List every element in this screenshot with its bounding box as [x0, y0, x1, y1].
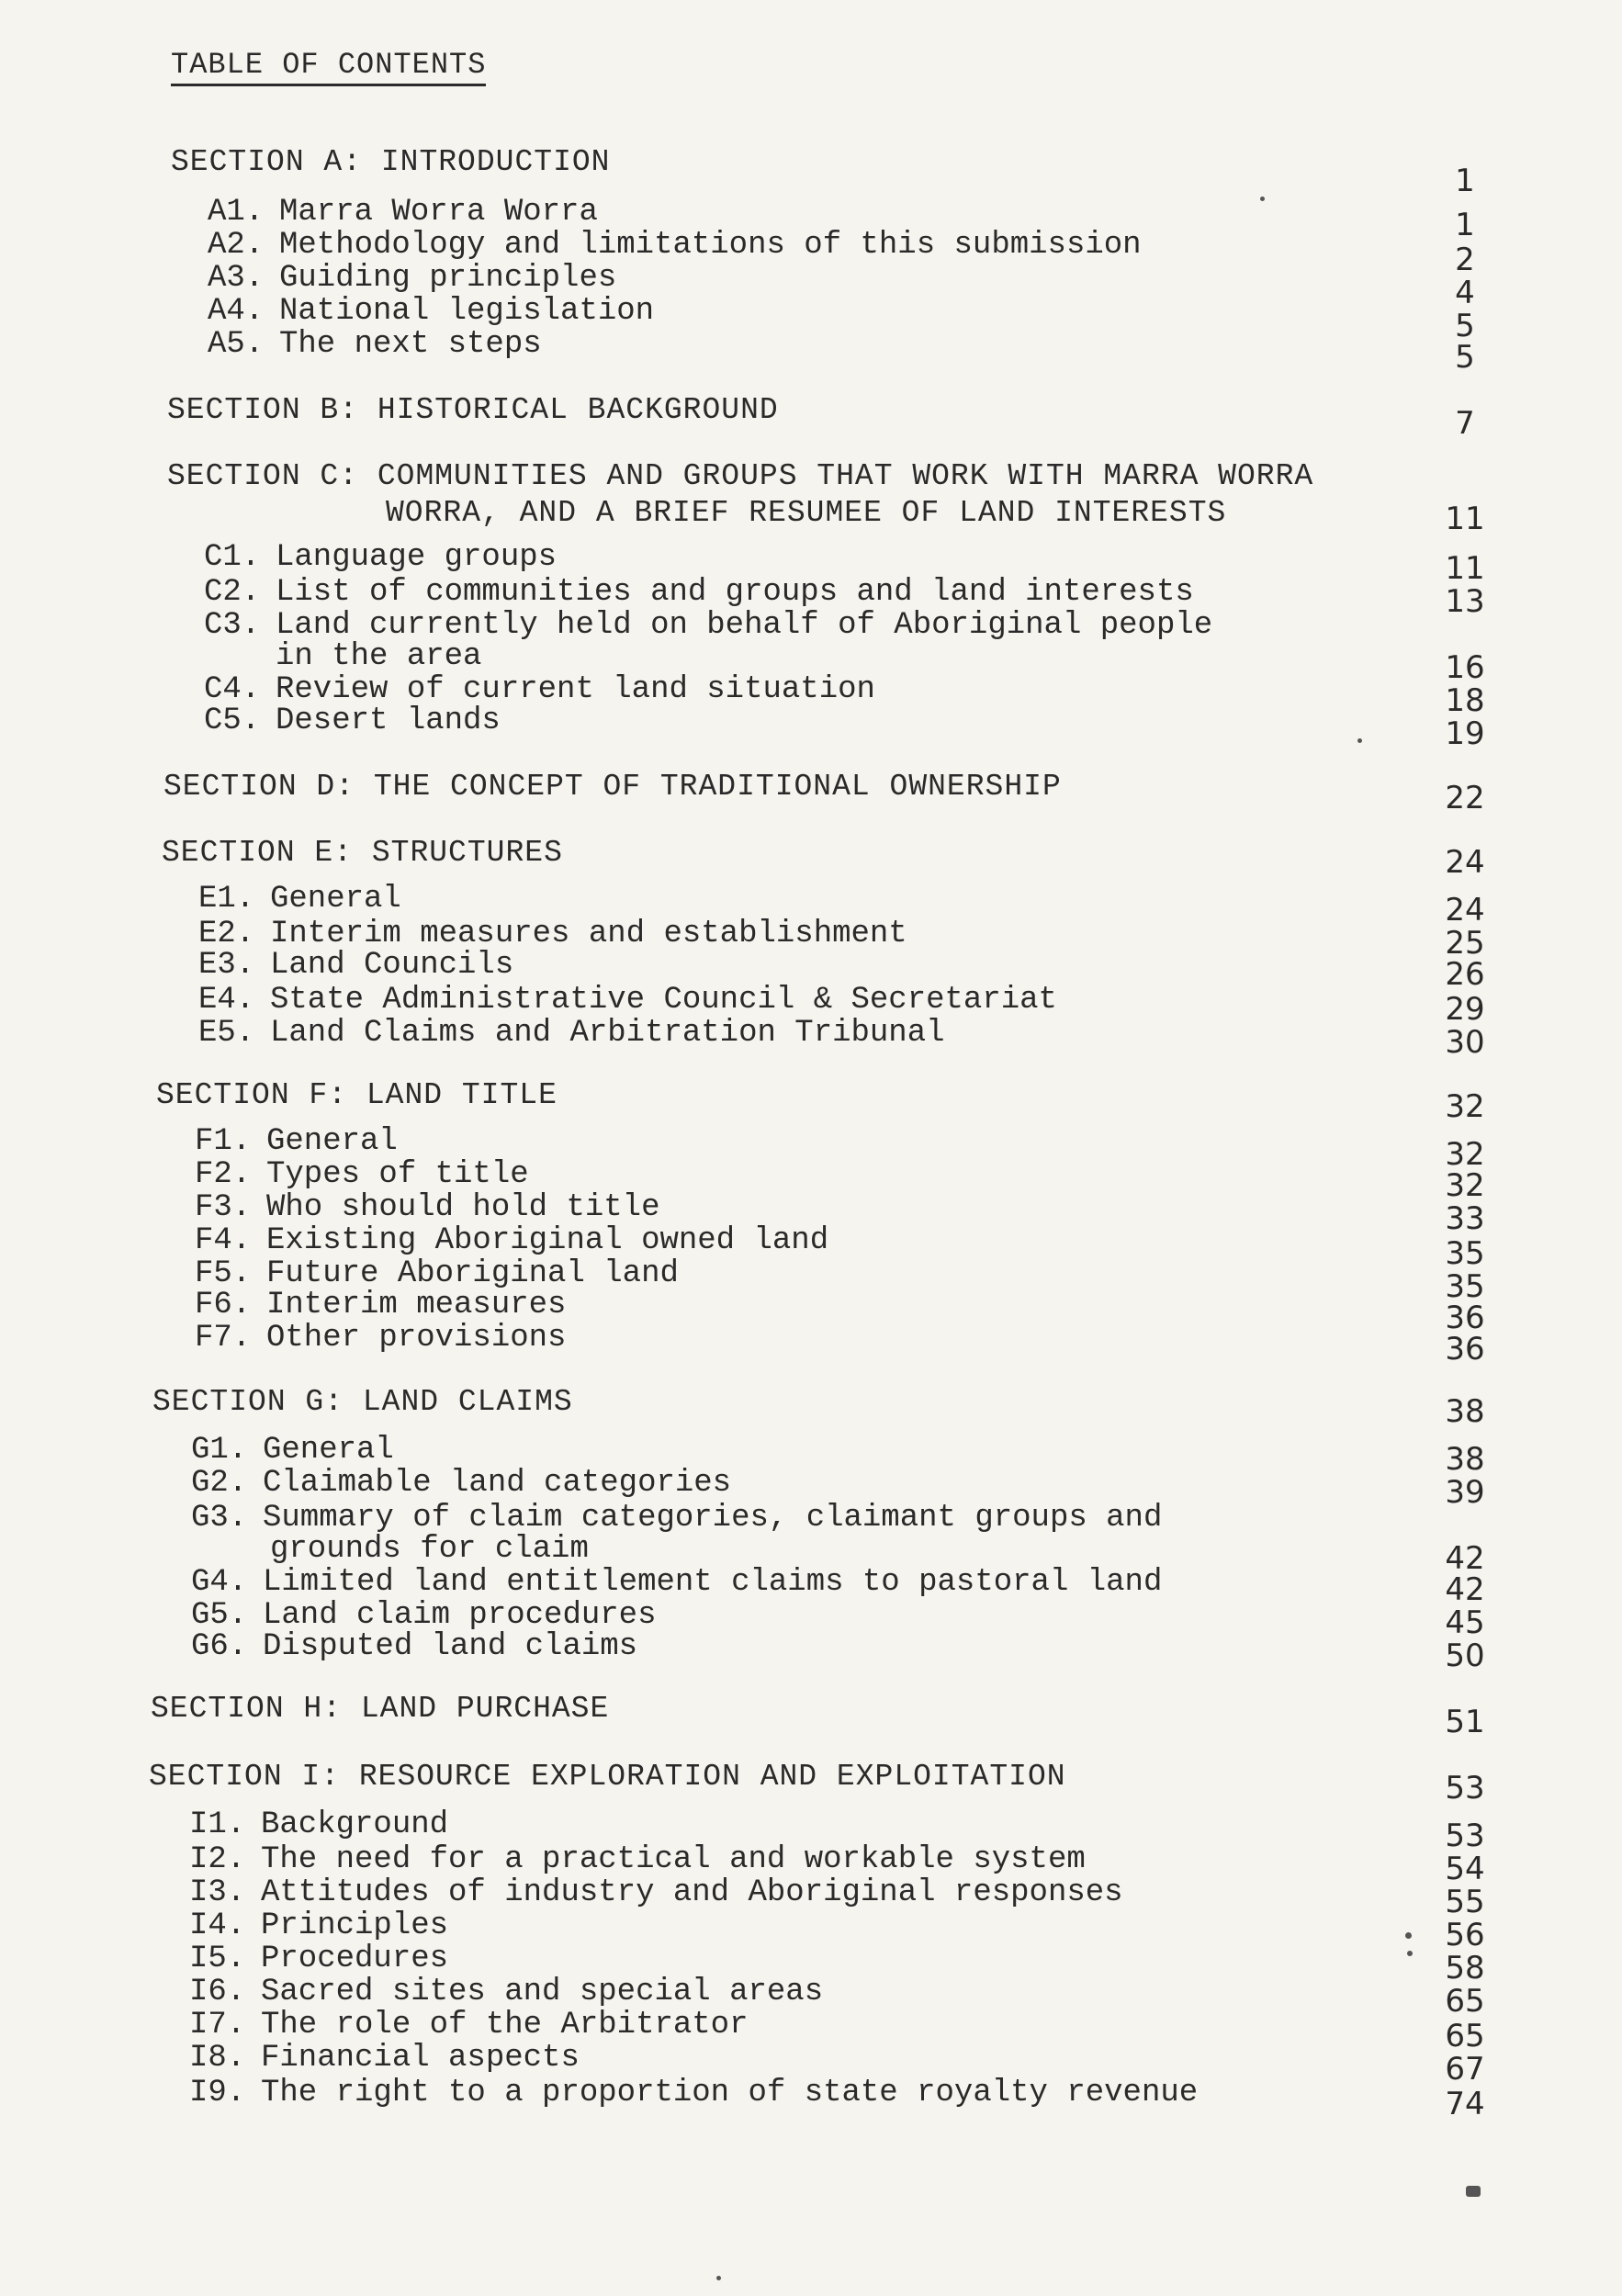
- item-page: 32: [1445, 1167, 1485, 1204]
- toc-item: [198, 917, 907, 951]
- toc-item: [195, 1157, 529, 1192]
- toc-item: [191, 1565, 1162, 1600]
- item-text: Interim measures: [266, 1288, 567, 1322]
- toc-item: [204, 608, 1212, 643]
- toc-item: [189, 1875, 1123, 1910]
- item-page: 33: [1445, 1200, 1485, 1237]
- item-code: F5.: [195, 1256, 252, 1291]
- item-code: F7.: [195, 1321, 252, 1356]
- item-page: 39: [1445, 1474, 1485, 1511]
- item-text: List of communities and groups and land interests: [276, 575, 1194, 610]
- item-code: C1.: [204, 540, 261, 575]
- section-f-heading: SECTION F: LAND TITLE: [156, 1078, 558, 1112]
- item-text: The need for a practical and workable system: [261, 1842, 1086, 1877]
- item-page: 26: [1445, 956, 1485, 993]
- item-code: E5.: [198, 1016, 255, 1051]
- toc-item: [208, 294, 654, 329]
- page-title: TABLE OF CONTENTS: [171, 48, 486, 86]
- item-code: G6.: [191, 1629, 248, 1664]
- item-text: The right to a proportion of state royalty revenue: [261, 2076, 1199, 2110]
- item-code: F4.: [195, 1223, 252, 1258]
- toc-item: [189, 1807, 448, 1842]
- item-page: 18: [1445, 682, 1485, 719]
- toc-item: [189, 2076, 1198, 2110]
- toc-item: [191, 1466, 731, 1501]
- item-code: I6.: [189, 1975, 246, 2009]
- item-text: Claimable land categories: [263, 1466, 732, 1501]
- item-text: Financial aspects: [261, 2041, 580, 2076]
- item-page: 16: [1445, 649, 1485, 686]
- toc-item: [204, 540, 557, 575]
- section-b-page: 7: [1455, 405, 1475, 442]
- item-page: 29: [1445, 991, 1485, 1028]
- item-text-cont: grounds for claim: [270, 1532, 589, 1567]
- toc-item: [191, 1433, 394, 1468]
- item-code: G4.: [191, 1565, 248, 1600]
- item-page: 11: [1445, 550, 1485, 587]
- scan-speck: [1405, 1932, 1412, 1939]
- toc-item: [204, 575, 1194, 610]
- item-code: I5.: [189, 1941, 246, 1976]
- item-code: I4.: [189, 1908, 246, 1943]
- item-code: E4.: [198, 983, 255, 1018]
- item-text: Attitudes of industry and Aboriginal responses: [261, 1875, 1123, 1910]
- item-text: Principles: [261, 1908, 449, 1943]
- section-c-heading-cont: WORRA, AND A BRIEF RESUMEE OF LAND INTERESTS: [386, 496, 1227, 530]
- item-page: 2: [1455, 242, 1475, 278]
- toc-item: [198, 1016, 945, 1051]
- item-text: Procedures: [261, 1941, 449, 1976]
- scan-speck: [1357, 738, 1362, 743]
- item-text: The role of the Arbitrator: [261, 2008, 749, 2043]
- item-code: F3.: [195, 1190, 252, 1225]
- item-code: I2.: [189, 1842, 246, 1877]
- item-text: Language groups: [276, 540, 558, 575]
- item-code: G2.: [191, 1466, 248, 1501]
- item-code: C3.: [204, 608, 261, 643]
- item-page: 50: [1445, 1638, 1485, 1674]
- item-text: Disputed land claims: [263, 1629, 638, 1664]
- item-text: Review of current land situation: [276, 672, 875, 707]
- toc-item: [189, 2041, 580, 2076]
- item-page: 65: [1445, 1983, 1485, 2020]
- item-page: 13: [1445, 583, 1485, 620]
- item-page: 53: [1445, 1818, 1485, 1854]
- item-code: I8.: [189, 2041, 246, 2076]
- toc-item: [189, 2008, 749, 2043]
- item-page: 45: [1445, 1604, 1485, 1641]
- toc-item: [195, 1321, 566, 1356]
- item-page: 65: [1445, 2018, 1485, 2054]
- toc-item: [189, 1842, 1086, 1877]
- item-text: Guiding principles: [279, 261, 617, 296]
- item-page: 58: [1445, 1950, 1485, 1986]
- toc-item: [208, 228, 1142, 263]
- toc-item: [189, 1908, 448, 1943]
- toc-item: [195, 1124, 398, 1159]
- item-page: 56: [1445, 1917, 1485, 1953]
- section-d-heading: SECTION D: THE CONCEPT OF TRADITIONAL OWNERSHIP: [163, 770, 1062, 804]
- item-code: A4.: [208, 294, 265, 329]
- item-text: Existing Aboriginal owned land: [266, 1223, 829, 1258]
- item-text: The next steps: [279, 327, 542, 362]
- item-code: I9.: [189, 2076, 246, 2110]
- toc-item: [195, 1256, 679, 1291]
- section-d-page: 22: [1445, 780, 1485, 816]
- item-page: 38: [1445, 1441, 1485, 1478]
- toc-item: [208, 195, 598, 230]
- toc-item: [191, 1598, 656, 1633]
- item-code: G3.: [191, 1501, 248, 1536]
- item-page: 5: [1455, 308, 1475, 344]
- section-c-heading: SECTION C: COMMUNITIES AND GROUPS THAT WORK WITH MARRA WORRA: [167, 459, 1314, 493]
- toc-item: [195, 1190, 659, 1225]
- item-text: Background: [261, 1807, 449, 1842]
- toc-item: [195, 1223, 828, 1258]
- item-page: 36: [1445, 1300, 1485, 1336]
- toc-item: [204, 703, 501, 738]
- section-e-page: 24: [1445, 844, 1485, 881]
- section-f-page: 32: [1445, 1088, 1485, 1125]
- toc-item: [208, 327, 542, 362]
- item-text: General: [270, 882, 401, 917]
- item-text: State Administrative Council & Secretariat: [270, 983, 1057, 1018]
- item-code: I7.: [189, 2008, 246, 2043]
- item-text: Methodology and limitations of this submission: [279, 228, 1142, 263]
- item-code: G5.: [191, 1598, 248, 1633]
- item-text: Marra Worra Worra: [279, 195, 598, 230]
- item-text: Land Councils: [270, 948, 514, 983]
- section-a-page: 1: [1455, 163, 1475, 199]
- item-text: Limited land entitlement claims to pastoral land: [263, 1565, 1163, 1600]
- item-page: 5: [1455, 339, 1475, 376]
- item-code: A5.: [208, 327, 265, 362]
- item-page: 35: [1445, 1235, 1485, 1272]
- section-e-heading: SECTION E: STRUCTURES: [162, 836, 563, 870]
- item-text: Types of title: [266, 1157, 529, 1192]
- item-code: E1.: [198, 882, 255, 917]
- item-code: F6.: [195, 1288, 252, 1322]
- section-i-heading: SECTION I: RESOURCE EXPLORATION AND EXPLOITATION: [149, 1760, 1066, 1794]
- item-page: 55: [1445, 1884, 1485, 1920]
- item-page: 32: [1445, 1136, 1485, 1173]
- item-page: 42: [1445, 1540, 1485, 1577]
- toc-item: [191, 1501, 1162, 1536]
- item-text: General: [266, 1124, 398, 1159]
- item-code: A2.: [208, 228, 265, 263]
- scan-speck: [716, 2276, 721, 2280]
- item-code: C2.: [204, 575, 261, 610]
- item-page: 25: [1445, 925, 1485, 962]
- item-text: Land Claims and Arbitration Tribunal: [270, 1016, 945, 1051]
- item-page: 19: [1445, 715, 1485, 752]
- toc-item: [191, 1629, 637, 1664]
- toc-item: [208, 261, 616, 296]
- toc-item: [198, 882, 401, 917]
- section-i-page: 53: [1445, 1770, 1485, 1806]
- scan-smudge: [1466, 2186, 1481, 2197]
- item-text: National legislation: [279, 294, 655, 329]
- item-page: 35: [1445, 1268, 1485, 1305]
- item-code: A3.: [208, 261, 265, 296]
- toc-item: [189, 1941, 448, 1976]
- item-text-cont: in the area: [276, 639, 482, 674]
- item-code: E2.: [198, 917, 255, 951]
- toc-item: [198, 948, 513, 983]
- item-text: Future Aboriginal land: [266, 1256, 679, 1291]
- toc-item: [204, 672, 875, 707]
- item-text: Summary of claim categories, claimant groups and: [263, 1501, 1163, 1536]
- scan-speck: [1407, 1951, 1413, 1956]
- item-page: 67: [1445, 2051, 1485, 2088]
- item-code: F1.: [195, 1124, 252, 1159]
- section-a-heading: SECTION A: INTRODUCTION: [171, 145, 611, 179]
- item-code: I1.: [189, 1807, 246, 1842]
- item-text: Desert lands: [276, 703, 501, 738]
- toc-item: [198, 983, 1057, 1018]
- section-c-page: 11: [1445, 501, 1485, 537]
- item-page: 24: [1445, 892, 1485, 929]
- item-code: G1.: [191, 1433, 248, 1468]
- section-h-heading: SECTION H: LAND PURCHASE: [151, 1692, 610, 1726]
- item-text: Who should hold title: [266, 1190, 660, 1225]
- item-page: 42: [1445, 1571, 1485, 1608]
- scan-speck: [1260, 197, 1265, 201]
- item-code: I3.: [189, 1875, 246, 1910]
- item-page: 36: [1445, 1331, 1485, 1367]
- item-text: Interim measures and establishment: [270, 917, 907, 951]
- section-g-heading: SECTION G: LAND CLAIMS: [152, 1385, 573, 1419]
- item-text: Land currently held on behalf of Aboriginal people: [276, 608, 1213, 643]
- item-code: F2.: [195, 1157, 252, 1192]
- item-code: E3.: [198, 948, 255, 983]
- item-text: Other provisions: [266, 1321, 567, 1356]
- section-g-page: 38: [1445, 1393, 1485, 1430]
- item-page: 4: [1455, 275, 1475, 311]
- item-text: Sacred sites and special areas: [261, 1975, 824, 2009]
- toc-item: [195, 1288, 566, 1322]
- section-h-page: 51: [1445, 1704, 1485, 1740]
- item-code: C5.: [204, 703, 261, 738]
- section-b-heading: SECTION B: HISTORICAL BACKGROUND: [167, 393, 779, 427]
- item-text: General: [263, 1433, 394, 1468]
- item-page: 74: [1445, 2086, 1485, 2122]
- toc-item: [189, 1975, 823, 2009]
- item-page: 30: [1445, 1024, 1485, 1061]
- item-code: A1.: [208, 195, 265, 230]
- item-page: 54: [1445, 1851, 1485, 1887]
- item-page: 1: [1455, 207, 1475, 243]
- item-text: Land claim procedures: [263, 1598, 657, 1633]
- item-code: C4.: [204, 672, 261, 707]
